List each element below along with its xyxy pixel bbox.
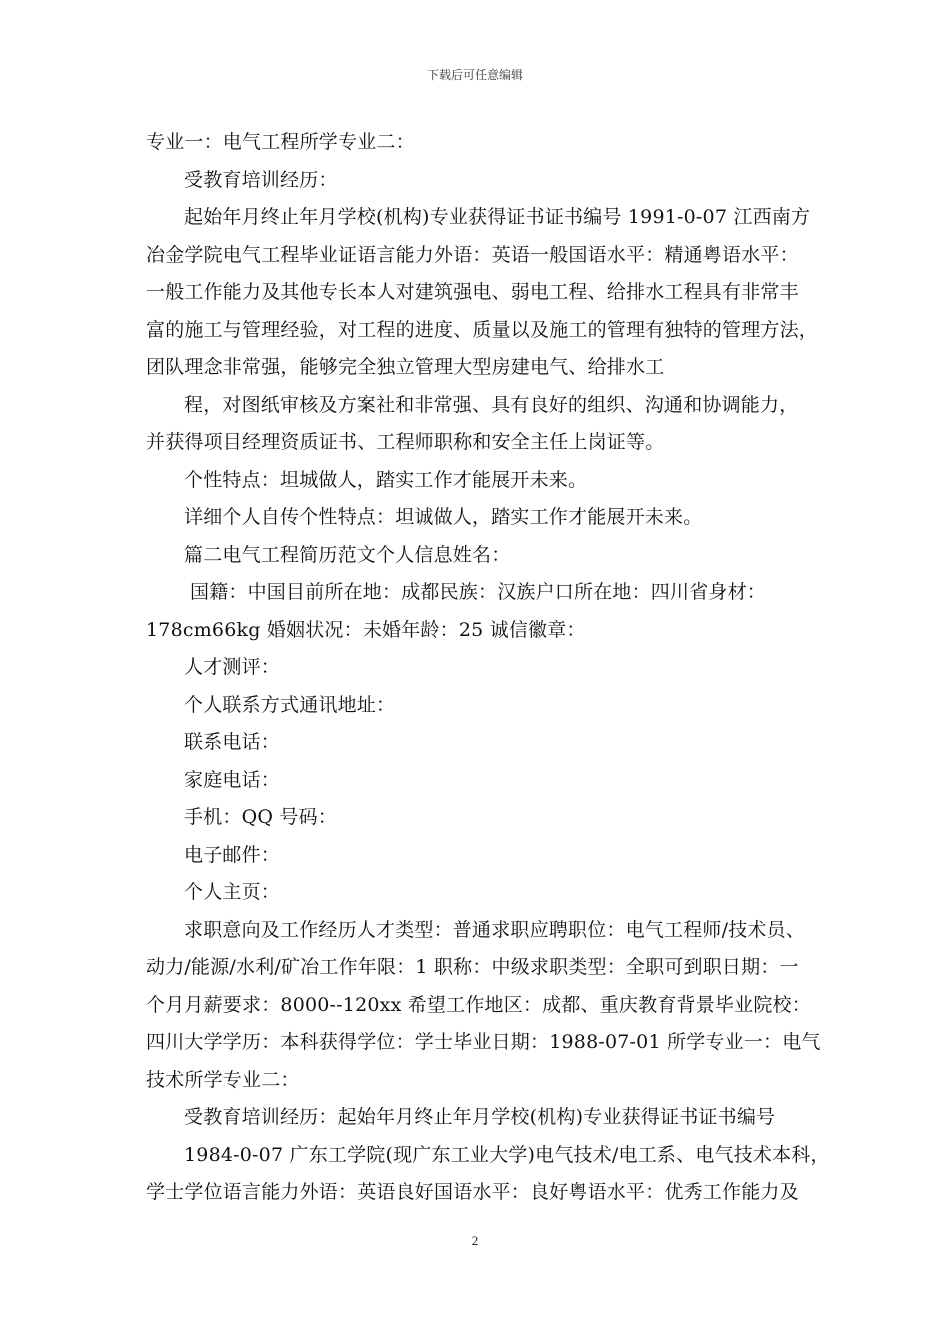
- text-line: 篇二电气工程简历范文个人信息姓名：: [184, 543, 511, 566]
- text-line: 富的施工与管理经验，对工程的进度、质量以及施工的管理有独特的管理方法，: [146, 318, 819, 341]
- text-line: 人才测评：: [184, 656, 281, 678]
- text-line: 个人主页：: [184, 881, 281, 903]
- text-line: 程，对图纸审核及方案社和非常强、具有良好的组织、沟通和协调能力，: [184, 393, 799, 416]
- text-line: 专业一：电气工程所学专业二：: [146, 131, 415, 153]
- text-line: 详细个人自传个性特点：坦诚做人，踏实工作才能展开未来。: [184, 506, 703, 528]
- text-line: 四川大学学历：本科获得学位：学士毕业日期：1988-07-01 所学专业一：电气: [146, 1031, 821, 1053]
- text-line: 国籍：中国目前所在地：成都民族：汉族户口所在地：四川省身材：: [190, 581, 767, 603]
- text-line: 团队理念非常强，能够完全独立管理大型房建电气、给排水工: [146, 356, 665, 378]
- text-line: 联系电话：: [184, 731, 281, 753]
- text-line: 家庭电话：: [184, 768, 281, 791]
- text-line: 个月月薪要求：8000--120xx 希望工作地区：成都、重庆教育背景毕业院校：: [146, 993, 811, 1016]
- page-number: 2: [471, 1233, 479, 1248]
- header-note: 下载后可任意编辑: [426, 68, 523, 82]
- text-line: 学士学位语言能力外语：英语良好国语水平：良好粤语水平：优秀工作能力及: [146, 1181, 799, 1203]
- text-line: 个人联系方式通讯地址：: [184, 693, 396, 716]
- text-line: 动力/能源/水利/矿冶工作年限：1 职称：中级求职类型：全职可到职日期：一: [146, 956, 799, 978]
- text-line: 178cm66kg 婚姻状况：未婚年龄：25 诚信徽章：: [146, 618, 586, 641]
- text-line: 冶金学院电气工程毕业证语言能力外语：英语一般国语水平：精通粤语水平：: [146, 243, 799, 266]
- text-line: 一般工作能力及其他专长本人对建筑强电、弱电工程、给排水工程具有非常丰: [146, 281, 799, 303]
- text-line: 电子邮件：: [184, 843, 281, 866]
- text-line: 受教育培训经历：起始年月终止年月学校(机构)专业获得证书证书编号: [184, 1106, 776, 1128]
- text-line: 手机：QQ 号码：: [184, 806, 337, 828]
- text-line: 求职意向及工作经历人才类型：普通求职应聘职位：电气工程师/技术员、: [184, 918, 806, 941]
- text-line: 1984-0-07 广东工学院(现广东工业大学)电气技术/电工系、电气技术本科，: [184, 1143, 830, 1166]
- text-line: 受教育培训经历：: [184, 168, 338, 191]
- text-line: 个性特点：坦城做人，踏实工作才能展开未来。: [184, 468, 588, 491]
- document-body: [146, 124, 830, 1212]
- text-line: 起始年月终止年月学校(机构)专业获得证书证书编号 1991-0-07 江西南方: [184, 206, 811, 228]
- text-line: 并获得项目经理资质证书、工程师职称和安全主任上岗证等。: [146, 431, 665, 453]
- text-line: 技术所学专业二：: [146, 1068, 300, 1091]
